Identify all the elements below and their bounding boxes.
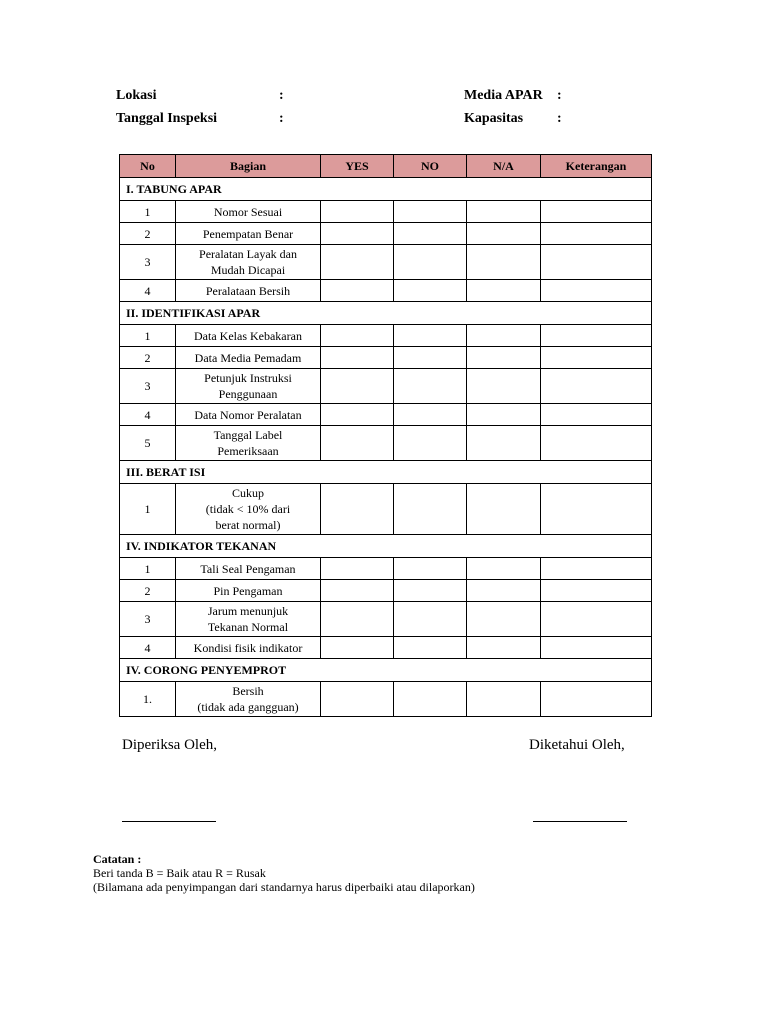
notes-block <box>93 852 475 894</box>
no-cell[interactable] <box>394 426 467 461</box>
lokasi-colon: : <box>279 88 284 103</box>
keterangan-cell[interactable] <box>541 245 652 280</box>
keterangan-cell[interactable] <box>541 404 652 426</box>
row-number: 1 <box>120 484 176 535</box>
keterangan-cell[interactable] <box>541 580 652 602</box>
yes-cell[interactable] <box>321 347 394 369</box>
no-cell[interactable] <box>394 580 467 602</box>
row-bagian: Data Media Pemadam <box>176 347 321 369</box>
yes-cell[interactable] <box>321 369 394 404</box>
na-cell[interactable] <box>467 280 541 302</box>
na-cell[interactable] <box>467 682 541 717</box>
no-cell[interactable] <box>394 484 467 535</box>
yes-cell[interactable] <box>321 280 394 302</box>
row-number: 1. <box>120 682 176 717</box>
lokasi-label: Lokasi <box>116 88 157 103</box>
row-bagian: Jarum menunjuk Tekanan Normal <box>176 602 321 637</box>
keterangan-cell[interactable] <box>541 602 652 637</box>
col-header-no-check: NO <box>394 155 467 178</box>
table-row <box>120 201 652 223</box>
diketahui-oleh-label: Diketahui Oleh, <box>529 737 625 753</box>
yes-cell[interactable] <box>321 201 394 223</box>
col-header-keterangan: Keterangan <box>541 155 652 178</box>
row-number: 3 <box>120 369 176 404</box>
row-bagian: Petunjuk Instruksi Penggunaan <box>176 369 321 404</box>
no-cell[interactable] <box>394 637 467 659</box>
table-row <box>120 223 652 245</box>
signature-line-left <box>122 821 216 822</box>
tanggal-inspeksi-label: Tanggal Inspeksi <box>116 111 218 126</box>
section-title: II. IDENTIFIKASI APAR <box>120 302 652 325</box>
table-body <box>120 178 652 717</box>
table-row <box>120 602 652 637</box>
section-row <box>120 659 652 682</box>
yes-cell[interactable] <box>321 682 394 717</box>
tanggal-colon: : <box>279 111 284 126</box>
yes-cell[interactable] <box>321 223 394 245</box>
diperiksa-oleh-label: Diperiksa Oleh, <box>122 737 217 753</box>
no-cell[interactable] <box>394 325 467 347</box>
row-bagian: Pin Pengaman <box>176 580 321 602</box>
no-cell[interactable] <box>394 347 467 369</box>
row-number: 4 <box>120 280 176 302</box>
keterangan-cell[interactable] <box>541 426 652 461</box>
section-row <box>120 535 652 558</box>
row-bagian: Peralatan Layak dan Mudah Dicapai <box>176 245 321 280</box>
notes-line-1: Beri tanda B = Baik atau R = Rusak <box>93 866 266 880</box>
no-cell[interactable] <box>394 280 467 302</box>
notes-line-2: (Bilamana ada penyimpangan dari standarnya harus diperbaiki atau dilaporkan) <box>93 880 475 894</box>
row-number: 4 <box>120 404 176 426</box>
signature-line-right <box>533 821 627 822</box>
section-title: III. BERAT ISI <box>120 461 652 484</box>
row-bagian: Peralataan Bersih <box>176 280 321 302</box>
table-row <box>120 369 652 404</box>
section-title: IV. INDIKATOR TEKANAN <box>120 535 652 558</box>
na-cell[interactable] <box>467 426 541 461</box>
inspection-table <box>119 154 652 717</box>
table-row <box>120 558 652 580</box>
row-number: 1 <box>120 201 176 223</box>
col-header-na: N/A <box>467 155 541 178</box>
row-bagian: Cukup (tidak < 10% dari berat normal) <box>176 484 321 535</box>
na-cell[interactable] <box>467 637 541 659</box>
no-cell[interactable] <box>394 558 467 580</box>
no-cell[interactable] <box>394 602 467 637</box>
yes-cell[interactable] <box>321 580 394 602</box>
row-number: 4 <box>120 637 176 659</box>
section-title: IV. CORONG PENYEMPROT <box>120 659 652 682</box>
na-cell[interactable] <box>467 484 541 535</box>
yes-cell[interactable] <box>321 426 394 461</box>
row-number: 5 <box>120 426 176 461</box>
no-cell[interactable] <box>394 201 467 223</box>
table-row <box>120 426 652 461</box>
row-bagian: Data Kelas Kebakaran <box>176 325 321 347</box>
row-bagian: Tali Seal Pengaman <box>176 558 321 580</box>
no-cell[interactable] <box>394 223 467 245</box>
table-row <box>120 682 652 717</box>
section-row <box>120 178 652 201</box>
row-bagian: Bersih (tidak ada gangguan) <box>176 682 321 717</box>
yes-cell[interactable] <box>321 245 394 280</box>
keterangan-cell[interactable] <box>541 201 652 223</box>
table-row <box>120 280 652 302</box>
yes-cell[interactable] <box>321 558 394 580</box>
kapasitas-colon: : <box>557 111 562 126</box>
na-cell[interactable] <box>467 369 541 404</box>
row-number: 3 <box>120 602 176 637</box>
keterangan-cell[interactable] <box>541 325 652 347</box>
media-colon: : <box>557 88 562 103</box>
row-number: 2 <box>120 347 176 369</box>
row-number: 3 <box>120 245 176 280</box>
row-bagian: Penempatan Benar <box>176 223 321 245</box>
row-bagian: Data Nomor Peralatan <box>176 404 321 426</box>
row-number: 2 <box>120 223 176 245</box>
na-cell[interactable] <box>467 223 541 245</box>
keterangan-cell[interactable] <box>541 484 652 535</box>
keterangan-cell[interactable] <box>541 223 652 245</box>
na-cell[interactable] <box>467 245 541 280</box>
section-title: I. TABUNG APAR <box>120 178 652 201</box>
section-row <box>120 302 652 325</box>
na-cell[interactable] <box>467 325 541 347</box>
table-row <box>120 484 652 535</box>
na-cell[interactable] <box>467 558 541 580</box>
no-cell[interactable] <box>394 682 467 717</box>
na-cell[interactable] <box>467 580 541 602</box>
yes-cell[interactable] <box>321 404 394 426</box>
keterangan-cell[interactable] <box>541 347 652 369</box>
keterangan-cell[interactable] <box>541 280 652 302</box>
notes-title: Catatan : <box>93 852 142 866</box>
no-cell[interactable] <box>394 245 467 280</box>
table-row <box>120 637 652 659</box>
yes-cell[interactable] <box>321 325 394 347</box>
media-apar-label: Media APAR <box>464 88 543 103</box>
section-row <box>120 461 652 484</box>
table-row <box>120 404 652 426</box>
na-cell[interactable] <box>467 347 541 369</box>
table-row <box>120 325 652 347</box>
row-bagian: Nomor Sesuai <box>176 201 321 223</box>
keterangan-cell[interactable] <box>541 558 652 580</box>
table-header-row <box>120 155 652 178</box>
yes-cell[interactable] <box>321 602 394 637</box>
table-row <box>120 580 652 602</box>
na-cell[interactable] <box>467 602 541 637</box>
row-number: 2 <box>120 580 176 602</box>
na-cell[interactable] <box>467 404 541 426</box>
row-number: 1 <box>120 558 176 580</box>
table-row <box>120 347 652 369</box>
no-cell[interactable] <box>394 404 467 426</box>
row-number: 1 <box>120 325 176 347</box>
no-cell[interactable] <box>394 369 467 404</box>
col-header-yes: YES <box>321 155 394 178</box>
keterangan-cell[interactable] <box>541 369 652 404</box>
yes-cell[interactable] <box>321 637 394 659</box>
na-cell[interactable] <box>467 201 541 223</box>
yes-cell[interactable] <box>321 484 394 535</box>
keterangan-cell[interactable] <box>541 637 652 659</box>
col-header-bagian: Bagian <box>176 155 321 178</box>
keterangan-cell[interactable] <box>541 682 652 717</box>
col-header-no: No <box>120 155 176 178</box>
row-bagian: Kondisi fisik indikator <box>176 637 321 659</box>
row-bagian: Tanggal Label Pemeriksaan <box>176 426 321 461</box>
table-row <box>120 245 652 280</box>
kapasitas-label: Kapasitas <box>464 111 524 126</box>
